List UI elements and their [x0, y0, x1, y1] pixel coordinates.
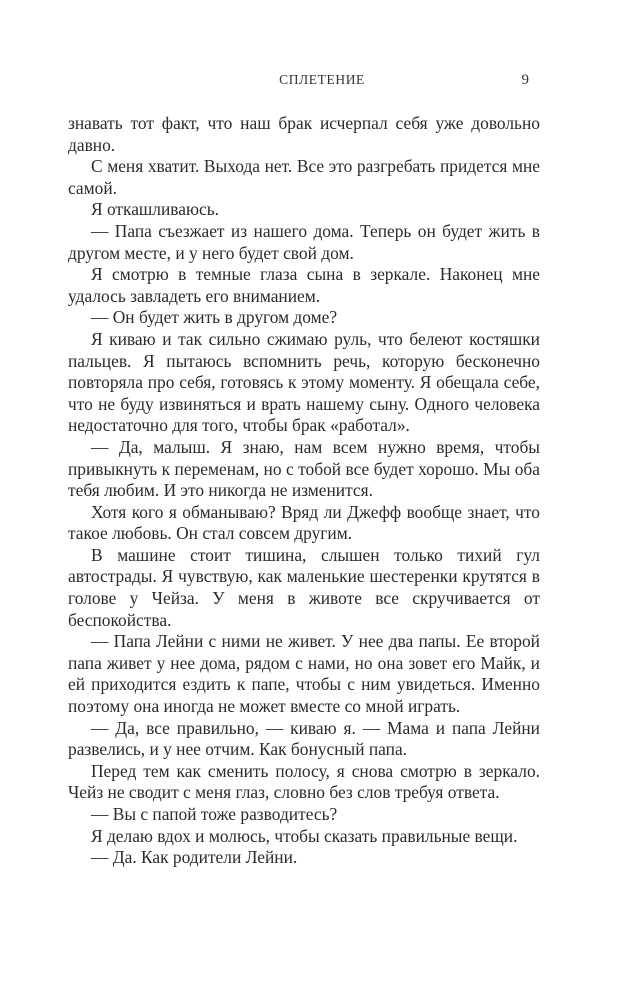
- running-title: СПЛЕТЕНИЕ: [279, 72, 365, 87]
- paragraph: Я делаю вдох и молюсь, чтобы сказать правильные вещи.: [91, 825, 518, 846]
- running-head: [0, 72, 644, 94]
- paragraph: знавать тот факт, что наш брак исчерпал себя уже довольно давно.: [68, 113, 540, 155]
- paragraph: — Он будет жить в другом доме?: [91, 307, 338, 328]
- paragraph: — Вы с папой тоже разводитесь?: [91, 804, 338, 824]
- paragraph: — Да, малыш. Я знаю, нам всем нужно время, чтобы привыкнуть к переменам, но с тобой все будет хорошо. Мы оба тебя любим. И это никогда не изменится.: [68, 436, 540, 501]
- paragraph: Я откашливаюсь.: [91, 199, 219, 220]
- paragraph: — Да, все правильно, — киваю я. — Мама и папа Лейни развелись, и у нее отчим. Как бонусный папа.: [68, 717, 540, 760]
- paragraph: Хотя кого я обманываю? Вряд ли Джефф вообще знает, что такое любовь. Он стал совсем другим.: [68, 501, 540, 544]
- page-number: 9: [521, 72, 529, 88]
- paragraph: — Папа съезжает из нашего дома. Теперь он будет жить в другом месте, и у него будет свой дом.: [68, 220, 540, 263]
- paragraph: — Папа Лейни с ними не живет. У нее два папы. Ее второй папа живет у нее дома, рядом с нами, но она зовет его Майк, и ей приходится ездить к папе, чтобы с ним увидеться. Именно поэтому она иногда не может вместе со мной играть.: [68, 631, 540, 717]
- paragraph: С меня хватит. Выхода нет. Все это разгребать придется мне самой.: [68, 156, 540, 198]
- paragraph: Я киваю и так сильно сжимаю руль, что белеют костяшки пальцев. Я пытаюсь вспомнить речь, которую бесконечно повторяла про себя, готовясь к этому моменту. Я обещала себе, что не буду извиняться и врать нашему сыну. Одного человека недостаточно для того, чтобы брак «работал».: [68, 328, 540, 436]
- paragraph: — Да. Как родители Лейни.: [91, 847, 298, 868]
- paragraph: В машине стоит тишина, слышен только тихий гул автострады. Я чувствую, как маленькие шестеренки крутятся в голове у Чейза. У меня в животе все скручивается от беспокойства.: [68, 544, 540, 630]
- body-text: [68, 113, 540, 869]
- paragraph: Перед тем как сменить полосу, я снова смотрю в зеркало. Чейз не сводит с меня глаз, словно без слов требуя ответа.: [68, 760, 540, 803]
- paragraph: Я смотрю в темные глаза сына в зеркале. Наконец мне удалось завладеть его вниманием.: [68, 264, 540, 306]
